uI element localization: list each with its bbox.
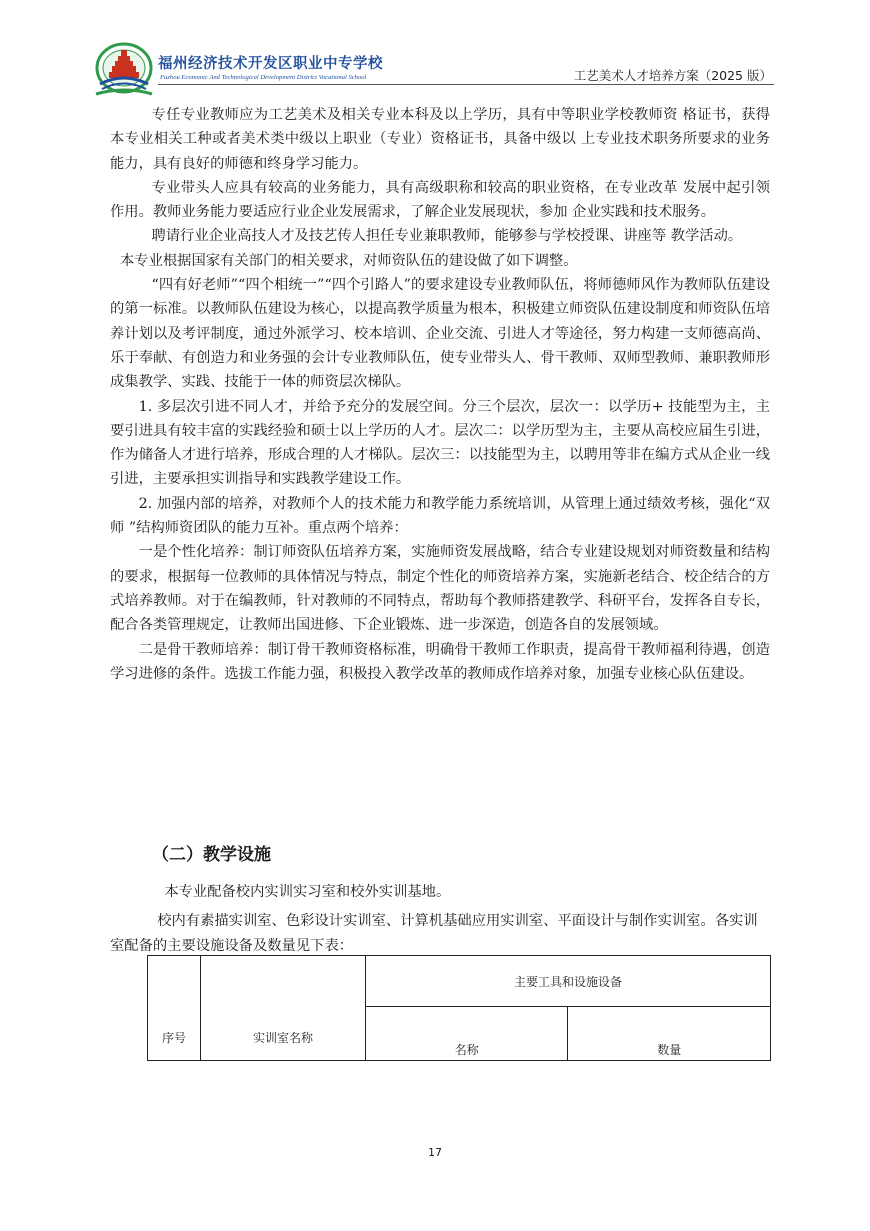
- page-header: [94, 38, 774, 100]
- section-heading: （二）教学设施: [152, 845, 271, 865]
- paragraph-four-standards: “四有好老师”“四个相统一”“四个引路人”的要求建设专业教师队伍，将师德师风作为教师队伍建设的第一标准。以教师队伍建设为核心，以提高教学质量为根本，积极建立师资队伍建设制度和师资队伍培养计划以及考评制度，通过外派学习、校本培训、企业交流、引进人才等途径，努力构建一支师德高尚、乐于奉献、有创造力和业务强的会计专业教师队伍，使专业带头人、骨干教师、双师型教师、兼职教师形成集教学、实践、技能于一体的师资层次梯队。: [110, 277, 770, 391]
- table-header-quantity: 数量: [568, 1007, 771, 1061]
- paragraph-multi-level-recruitment: 1. 多层次引进不同人才，并给予充分的发展空间。分三个层次，层次一：以学历+ 技能型为主，主要引进具有较丰富的实践经验和硕士以上学历的人才。层次二：以学历型为主，主要从高校应届生引进，作为储备人才进行培养，形成合理的人才梯队。层次三：以技能型为主，以聘用等非在编方式从企业一线引进，主要承担实训指导和实践教学建设工作。: [110, 398, 770, 488]
- paragraph-personalized-training: 一是个性化培养：制订师资队伍培养方案，实施师资发展战略，结合专业建设规划对师资数量和结构的要求，根据每一位教师的具体情况与特点，制定个性化的师资培养方案，实施新老结合、校企结合的方式培养教师。对于在编教师，针对教师的不同特点，帮助每个教师搭建教学、科研平台，发挥各自专长，配合各类管理规定，让教师出国进修、下企业锻炼、进一步深造，创造各自的发展领域。: [110, 544, 770, 634]
- paragraph-adjustments: 本专业根据国家有关部门的相关要求，对师资队伍的建设做了如下调整。: [120, 252, 578, 269]
- paragraph-training-rooms: 校内有素描实训室、色彩设计实训室、计算机基础应用实训室、平面设计与制作实训室。各实训室配备的主要设施设备及数量见下表：: [110, 913, 758, 954]
- paragraph-full-time-teachers: 专任专业教师应为工艺美术及相关专业本科及以上学历，具有中等职业学校教师资 格证书，获得本专业相关工种或者美术类中级以上职业（专业）资格证书，具备中级以 上专业技术职务所要求的业务能力，具有良好的师德和终身学习能力。: [110, 107, 770, 172]
- page-number: 17: [428, 1146, 442, 1159]
- header-divider: [158, 84, 774, 85]
- table-header-name: 名称: [366, 1007, 568, 1061]
- school-name-cn: 福州经济技术开发区职业中专学校: [158, 56, 383, 72]
- paragraph-internal-training: 2. 加强内部的培养，对教师个人的技术能力和教学能力系统培训，从管理上通过绩效考核，强化“双师 ”结构师资团队的能力互补。重点两个培养：: [110, 495, 770, 537]
- equipment-table: [147, 955, 771, 1061]
- paragraph-facility-intro: 本专业配备校内实训实习室和校外实训基地。: [164, 884, 451, 900]
- facility-text: [110, 880, 770, 958]
- paragraph-part-time-teachers: 聘请行业企业高技人才及技艺传人担任专业兼职教师，能够参与学校授课、讲座等 教学活动。: [151, 228, 743, 245]
- paragraph-discipline-leader: 专业带头人应具有较高的业务能力，具有高级职称和较高的职业资格，在专业改革 发展中起引领作用。教师业务能力要适应行业企业发展需求，了解企业发展现状，参加 企业实践和技术服务。: [110, 179, 770, 221]
- body-text: [110, 103, 770, 686]
- document-title: 工艺美术人才培养方案（2025 版）: [573, 68, 772, 83]
- table-header-number: 序号: [148, 956, 201, 1061]
- school-name-en: Fuzhou Economic And Technological Development District Vocational School: [160, 74, 367, 81]
- school-logo-icon: [94, 42, 154, 98]
- paragraph-backbone-training: 二是骨干教师培养：制订骨干教师资格标准，明确骨干教师工作职责，提高骨干教师福利待遇，创造学习进修的条件。选拔工作能力强，积极投入教学改革的教师成作培养对象，加强专业核心队伍建设。: [110, 641, 770, 682]
- table-header-room-name: 实训室名称: [201, 956, 366, 1061]
- table-header-equipment: 主要工具和设施设备: [366, 956, 771, 1007]
